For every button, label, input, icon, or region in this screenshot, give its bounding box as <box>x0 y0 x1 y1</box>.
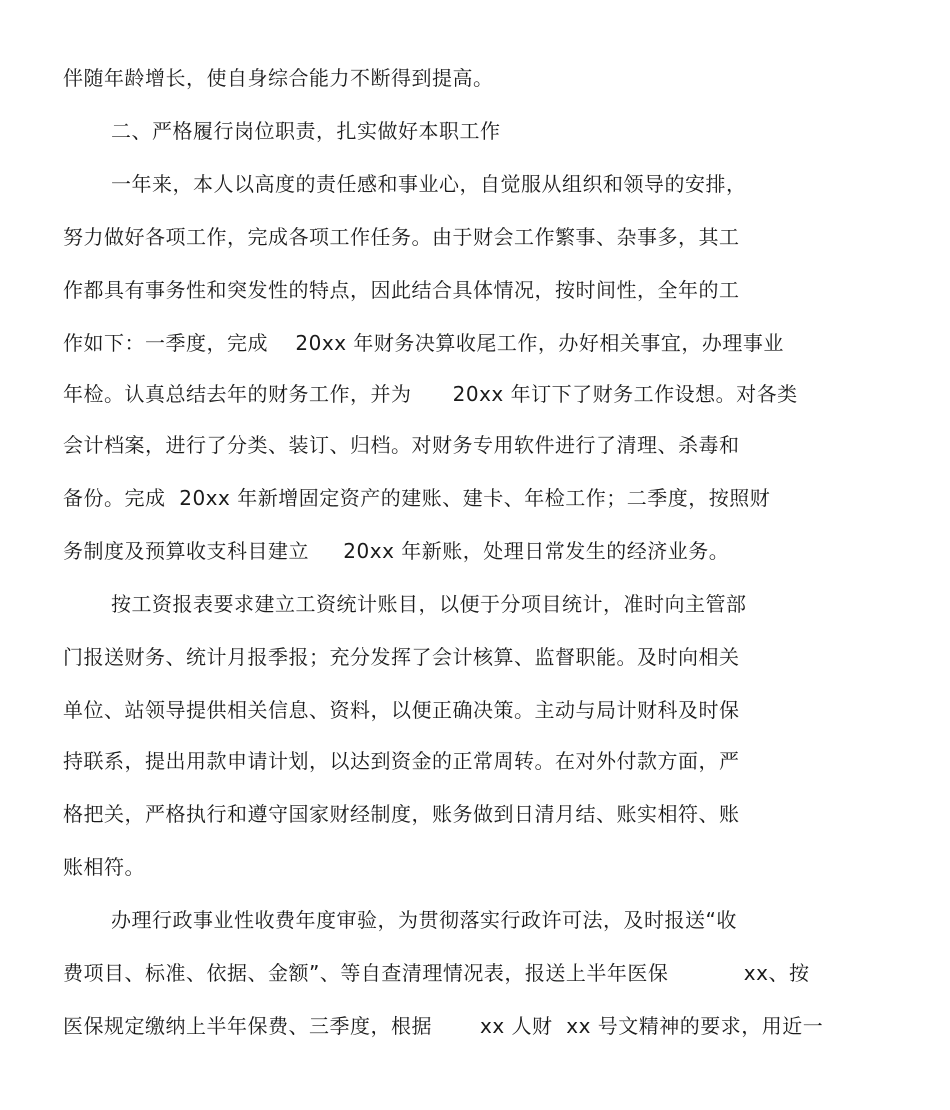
text-line-3: 一年来，本人以高度的责任感和事业心，自觉服从组织和领导的安排， <box>111 172 747 196</box>
text-line-12: 门报送财务、统计月报季报；充分发挥了会计核算、监督职能。及时向相关 <box>63 645 740 669</box>
text-line-6: 作如下：一季度，完成 20xx 年财务决算收尾工作，办好相关事宜，办理事业 <box>63 331 784 355</box>
text-line-5: 作都具有事务性和突发性的特点，因此结合具体情况，按时间性，全年的工 <box>63 278 740 302</box>
text-line-10: 务制度及预算收支科目建立 20xx 年新账，处理日常发生的经济业务。 <box>63 539 730 563</box>
text-line-1: 伴随年龄增长，使自身综合能力不断得到提高。 <box>63 66 494 90</box>
text-line-15: 格把关，严格执行和遵守国家财经制度，账务做到日清月结、账实相符、账 <box>63 802 740 826</box>
text-line-19: 医保规定缴纳上半年保费、三季度，根据 xx 人财 xx 号文精神的要求，用近一 <box>63 1014 824 1038</box>
text-line-17: 办理行政事业性收费年度审验，为贯彻落实行政许可法，及时报送“收 <box>111 908 737 932</box>
text-line-13: 单位、站领导提供相关信息、资料，以便正确决策。主动与局计财科及时保 <box>63 698 740 722</box>
text-line-16: 账相符。 <box>63 855 145 879</box>
text-line-8: 会计档案，进行了分类、装订、归档。对财务专用软件进行了清理、杀毒和 <box>63 433 740 457</box>
text-line-14: 持联系，提出用款申请计划，以达到资金的正常周转。在对外付款方面，严 <box>63 749 740 773</box>
text-line-11: 按工资报表要求建立工资统计账目，以便于分项目统计，准时向主管部 <box>111 592 747 616</box>
section-heading: 二、严格履行岗位职责，扎实做好本职工作 <box>111 119 501 143</box>
text-line-9: 备份。完成 20xx 年新增固定资产的建账、建卡、年检工作；二季度，按照财 <box>63 486 771 510</box>
text-line-7: 年检。认真总结去年的财务工作，并为 20xx 年订下了财务工作设想。对各类 <box>63 382 798 406</box>
text-line-18: 费项目、标准、依据、金额”、等自查清理情况表，报送上半年医保 xx、按 <box>63 961 810 985</box>
text-line-4: 努力做好各项工作，完成各项工作任务。由于财会工作繁事、杂事多，其工 <box>63 225 740 249</box>
